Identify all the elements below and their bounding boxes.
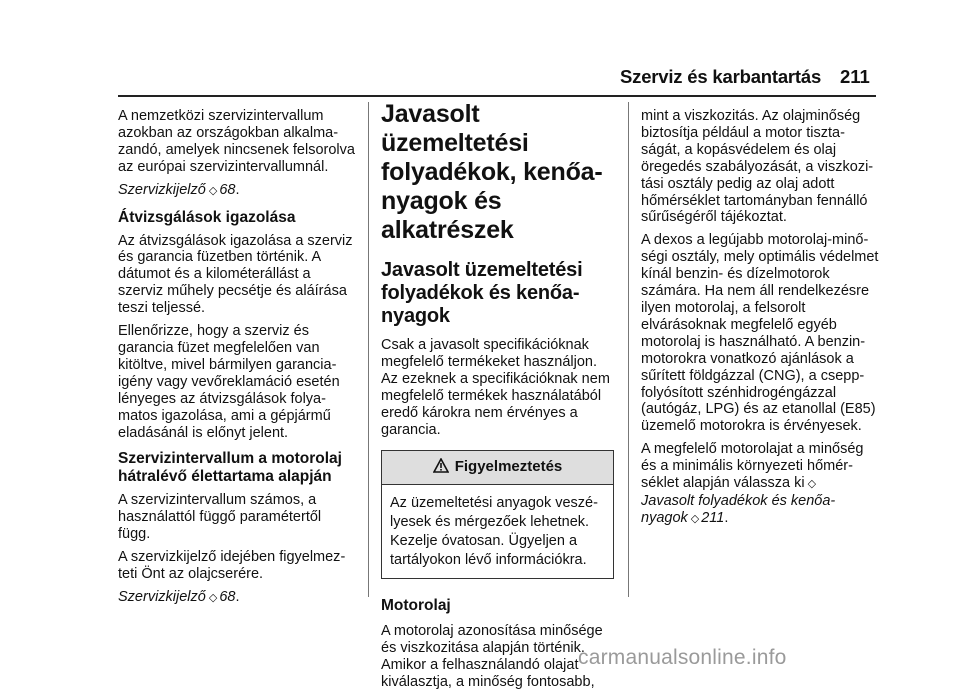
section-heading: Motorolaj <box>381 597 451 615</box>
intro-paragraph: A nemzetközi szervizintervallum azokban az országokban alkalmazandó, amelyek nincsenek felsorolva az európai szervizintervallumnál. <box>118 108 355 175</box>
ref-page: 211 <box>701 509 725 526</box>
cross-reference[interactable]: Szervizkijelző ◇ 68. <box>118 181 240 198</box>
paragraph: A szervizkijelző idejében figyelmezteti Önt az olajcserére. <box>118 549 346 583</box>
ref-label: Szervizkijelző <box>118 588 206 605</box>
running-header-title: Szerviz és karbantartás <box>620 66 822 87</box>
subtitle-line: nyagok <box>381 305 450 327</box>
page-ref-icon: ◇ <box>208 184 218 197</box>
subtitle-line: folyadékok és kenőa- <box>381 282 580 304</box>
warning-box <box>381 450 614 579</box>
subtitle-line: Javasolt üzemeltetési <box>381 259 583 281</box>
paragraph: Csak a javasolt specifikációknak megfelelő termékeket használjon. Az ezeknek a specifikációknak nem megfelelő termékek használatából eredő károkra nem érvényes a garancia. <box>381 337 610 438</box>
header-rule <box>118 95 876 97</box>
column-3 <box>641 100 879 528</box>
chapter-title <box>381 100 617 245</box>
paragraph: mint a viszkozitás. Az olajminőség biztosítja például a motor tisztaságát, a kopásvédelem és olaj öregedés szabályozását, a viszkozitási osztály pedig az olaj adott hőmérséklet tartományban fennálló sűrűségéről tájékoztat. <box>641 108 874 226</box>
cross-reference[interactable]: Szervizkijelző ◇ 68. <box>118 588 240 605</box>
column-divider-2 <box>628 102 629 597</box>
ref-label: nyagok <box>641 509 688 526</box>
section-title <box>381 259 617 328</box>
title-line: nyagok és alkatrészek <box>381 187 514 244</box>
cross-reference[interactable] <box>641 493 835 526</box>
warning-text: Az üzemeltetési anyagok veszélyesek és mérgezőek lehetnek. Kezelje óvatosan. Ügyeljen a tartályokon lévő információkra. <box>390 495 598 569</box>
paragraph: A megfelelő motorolajat a minőség és a minimális környezeti hőmérséklet alapján válassza ki ◇ Javasolt folyadékok és kenőa- nyagok ◇ 211. <box>641 441 864 526</box>
warning-header <box>382 451 613 485</box>
section-heading <box>118 450 356 486</box>
paragraph-text: A megfelelő motorolajat a minőség és a minimális környezeti hőmérséklet alapján válassza ki <box>641 441 864 492</box>
watermark: carmanualsonline.info <box>578 646 787 669</box>
column-2 <box>381 100 617 691</box>
page-ref-icon: ◇ <box>208 591 218 604</box>
paragraph: Ellenőrizze, hogy a szerviz és garancia füzet megfelelően van kitöltve, mivel bármilyen garanciaigény vagy vevőreklamáció esetén lényeges az átvizsgálások folyamatos igazolása, ami a gépjármű eladásánál is előnyt jelent. <box>118 323 340 441</box>
warning-body <box>382 485 613 578</box>
paragraph: A dexos a legújabb motorolaj-minőségi osztály, mely optimális védelmet kínál benzin- és dízelmotorok számára. Ha nem áll rendelkezésre ilyen motorolaj, a felsorolt elvárásoknak megfelelő egyéb motorolaj is használható. A benzinmotorokra vonatkozó ajánlások a sűrített földgázzal (CNG), a cseppfolyósított szénhidrogéngázzal (autógáz, LPG) és az etanollal (E85) üzemelő motorokra is érvényesek. <box>641 232 879 435</box>
heading-line: Szervizintervallum a motorolaj <box>118 450 342 468</box>
paragraph: A szervizintervallum számos, a használattól függő paramétertől függ. <box>118 492 322 543</box>
warning-triangle-icon <box>433 458 449 477</box>
ref-label: Szervizkijelző <box>118 181 206 198</box>
column-1 <box>118 100 356 607</box>
ref-label: Javasolt folyadékok és kenőa- <box>641 492 836 509</box>
column-divider-1 <box>368 102 369 597</box>
section-heading: Átvizsgálások igazolása <box>118 208 296 226</box>
paragraph: A motorolaj azonosítása minősége és viszkozitása alapján történik. Amikor a felhasználandó olajat kiválasztja, a minőség fontosabb, <box>381 623 603 691</box>
title-line: folyadékok, kenőa- <box>381 158 603 186</box>
title-line: Javasolt üzemeltetési <box>381 100 529 157</box>
page-ref-icon: ◇ <box>807 478 817 491</box>
page-number: 211 <box>840 66 870 87</box>
page-ref-icon: ◇ <box>690 512 700 525</box>
warning-heading: Figyelmeztetés <box>454 458 563 476</box>
heading-line: hátralévő élettartama alapján <box>118 468 332 486</box>
ref-page: 68 <box>219 181 236 198</box>
paragraph: Az átvizsgálások igazolása a szerviz és garancia füzetben történik. A dátumot és a kilométerállást a szerviz műhely pecsétje és aláírása teszi teljessé. <box>118 232 353 317</box>
ref-page: 68 <box>219 588 236 605</box>
